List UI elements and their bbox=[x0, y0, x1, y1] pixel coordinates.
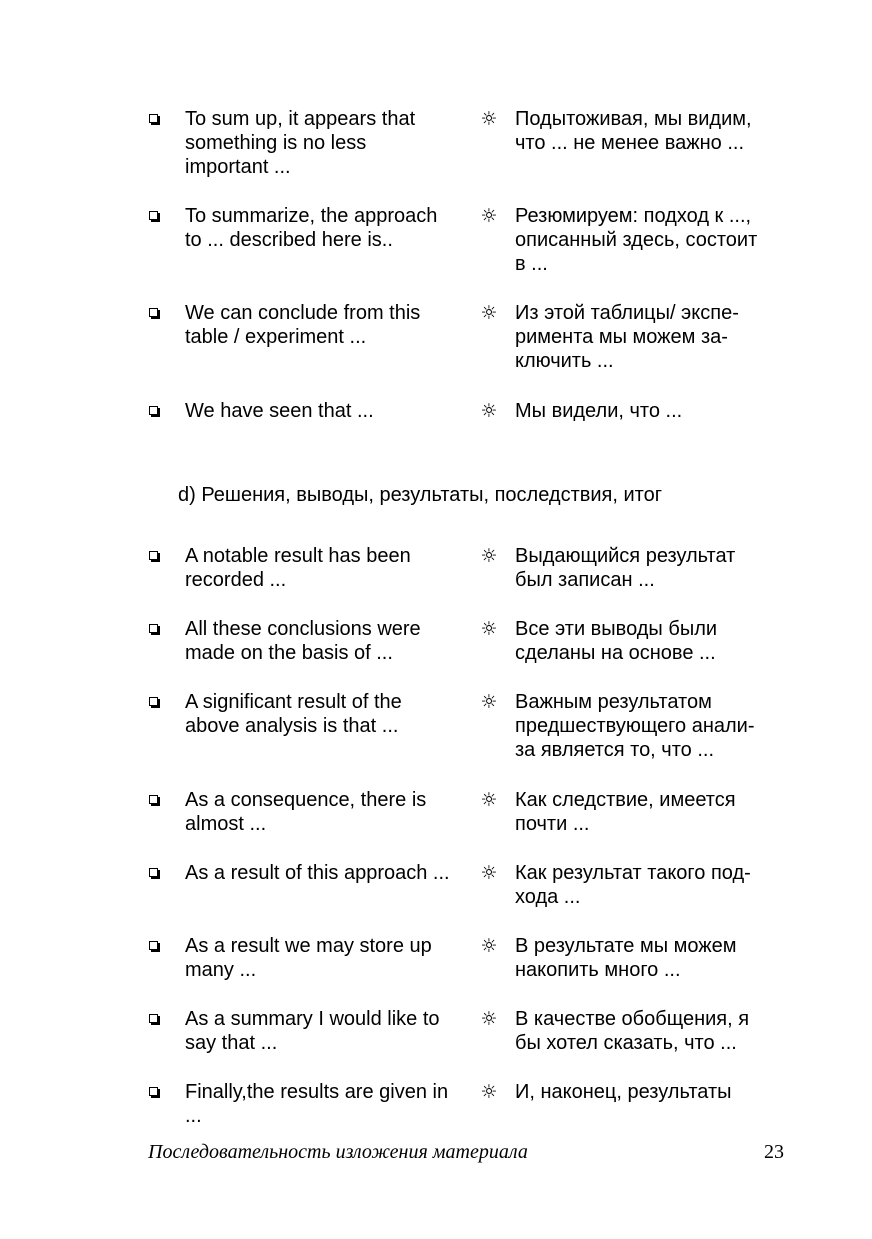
section-heading: d) Решения, выводы, результаты, последствия, итог bbox=[178, 484, 663, 506]
sun-icon: ☼ bbox=[480, 935, 498, 957]
russian-phrase: Выдающийся результат был записан ... bbox=[515, 545, 736, 591]
english-phrase: To sum up, it appears that something is no less important ... bbox=[185, 108, 416, 178]
russian-phrase: Подытоживая, мы видим, что ... не менее важно ... bbox=[515, 108, 752, 154]
checkbox-bullet-icon bbox=[149, 551, 158, 560]
sun-icon: ☼ bbox=[480, 302, 498, 324]
russian-phrase: Все эти выводы были сделаны на основе ... bbox=[515, 618, 718, 664]
checkbox-bullet-icon bbox=[149, 795, 158, 804]
english-phrase: A notable result has been recorded ... bbox=[185, 545, 411, 591]
checkbox-bullet-icon bbox=[149, 308, 158, 317]
russian-phrase: В качестве обобщения, я бы хотел сказать, что ... bbox=[515, 1008, 750, 1054]
english-phrase: As a consequence, there is almost ... bbox=[185, 789, 427, 835]
sun-icon: ☼ bbox=[480, 205, 498, 227]
sun-icon: ☼ bbox=[480, 691, 498, 713]
checkbox-bullet-icon bbox=[149, 211, 158, 220]
sun-icon: ☼ bbox=[480, 1081, 498, 1103]
russian-phrase: Важным результатом предшествующего анали- за является то, что ... bbox=[515, 691, 755, 761]
checkbox-bullet-icon bbox=[149, 868, 158, 877]
sun-icon: ☼ bbox=[480, 108, 498, 130]
sun-icon: ☼ bbox=[480, 400, 498, 422]
russian-phrase: Из этой таблицы/ экспе- римента мы можем за- ключить ... bbox=[515, 302, 739, 372]
sun-icon: ☼ bbox=[480, 862, 498, 884]
page-number: 23 bbox=[764, 1141, 784, 1163]
english-phrase: We have seen that ... bbox=[185, 400, 374, 422]
russian-phrase: Мы видели, что ... bbox=[515, 400, 683, 422]
sun-icon: ☼ bbox=[480, 1008, 498, 1030]
russian-phrase: Как следствие, имеется почти ... bbox=[515, 789, 736, 835]
english-phrase: As a result of this approach ... bbox=[185, 862, 450, 884]
checkbox-bullet-icon bbox=[149, 406, 158, 415]
checkbox-bullet-icon bbox=[149, 1087, 158, 1096]
checkbox-bullet-icon bbox=[149, 114, 158, 123]
russian-phrase: Как результат такого под- хода ... bbox=[515, 862, 751, 908]
sun-icon: ☼ bbox=[480, 618, 498, 640]
checkbox-bullet-icon bbox=[149, 624, 158, 633]
english-phrase: A significant result of the above analysis is that ... bbox=[185, 691, 402, 737]
english-phrase: As a result we may store up many ... bbox=[185, 935, 432, 981]
english-phrase: To summarize, the approach to ... described here is.. bbox=[185, 205, 438, 251]
english-phrase: We can conclude from this table / experiment ... bbox=[185, 302, 421, 348]
russian-phrase: И, наконец, результаты bbox=[515, 1081, 732, 1103]
english-phrase: Finally,the results are given in ... bbox=[185, 1081, 449, 1127]
checkbox-bullet-icon bbox=[149, 941, 158, 950]
english-phrase: As a summary I would like to say that ... bbox=[185, 1008, 440, 1054]
sun-icon: ☼ bbox=[480, 789, 498, 811]
checkbox-bullet-icon bbox=[149, 697, 158, 706]
running-footer-title: Последовательность изложения материала bbox=[148, 1141, 528, 1163]
russian-phrase: Резюмируем: подход к ..., описанный здесь, состоит в ... bbox=[515, 205, 758, 275]
russian-phrase: В результате мы можем накопить много ... bbox=[515, 935, 737, 981]
sun-icon: ☼ bbox=[480, 545, 498, 567]
checkbox-bullet-icon bbox=[149, 1014, 158, 1023]
english-phrase: All these conclusions were made on the basis of ... bbox=[185, 618, 421, 664]
